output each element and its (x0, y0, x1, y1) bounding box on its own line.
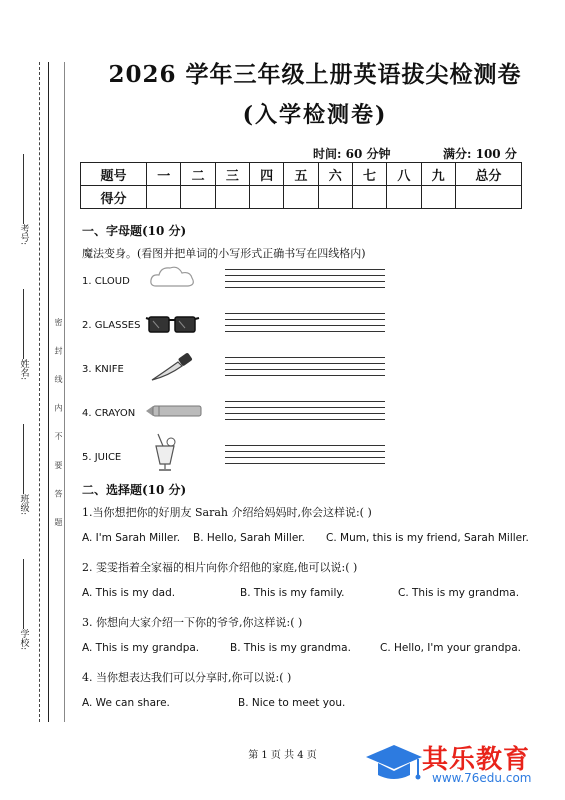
score-cell: 七 (352, 163, 386, 186)
score-input-cell[interactable] (215, 186, 249, 209)
option-2a[interactable]: A. This is my dad. (82, 587, 176, 599)
score-table-header-row (81, 163, 522, 186)
full-score: 满分: 100 分 (443, 147, 517, 161)
score-cell: 五 (284, 163, 318, 186)
option-1a[interactable]: A. I'm Sarah Miller. (82, 532, 181, 544)
score-cell: 得分 (81, 186, 147, 209)
crayon-icon (145, 403, 203, 419)
word-knife: 3. KNIFE (82, 364, 124, 375)
class-label: 班级: (8, 420, 38, 515)
score-input-cell[interactable] (421, 186, 455, 209)
juice-icon (150, 432, 180, 472)
knife-icon (148, 352, 194, 384)
score-cell: 八 (387, 163, 421, 186)
word-crayon: 4. CRAYON (82, 408, 136, 419)
score-table-score-row (81, 186, 522, 209)
option-1c[interactable]: C. Mum, this is my friend, Sarah Miller. (326, 532, 529, 544)
page-title: 2026 学年三年级上册英语拔尖检测卷 (108, 61, 522, 88)
brand-logo (360, 735, 560, 793)
score-input-cell[interactable] (147, 186, 181, 209)
score-input-cell[interactable] (318, 186, 352, 209)
word-juice: 5. JUICE (82, 452, 122, 463)
section1-heading: 一、字母题(10 分) (82, 224, 187, 238)
option-4b[interactable]: B. Nice to meet you. (238, 697, 346, 709)
score-input-cell[interactable] (250, 186, 284, 209)
graduation-cap-icon (364, 741, 424, 785)
name-label: 姓名: (8, 285, 38, 380)
question-2: 2. 雯雯指着全家福的相片向你介绍他的家庭,他可以说:( ) (82, 561, 358, 574)
page-subtitle: (入学检测卷) (242, 102, 388, 128)
exam-number-label: 考号: (8, 150, 38, 245)
word-glasses: 2. GLASSES (82, 320, 141, 331)
option-2b[interactable]: B. This is my family. (240, 587, 345, 599)
binding-solid-line (48, 62, 49, 722)
question-3: 3. 你想向大家介绍一下你的爷爷,你这样说:( ) (82, 616, 303, 629)
question-1: 1.当你想把你的好朋友 Sarah 介绍给妈妈时,你会这样说:( ) (82, 506, 372, 519)
score-cell: 三 (215, 163, 249, 186)
score-cell: 九 (421, 163, 455, 186)
score-cell: 总分 (455, 163, 521, 186)
option-3a[interactable]: A. This is my grandpa. (82, 642, 200, 654)
score-input-cell[interactable] (352, 186, 386, 209)
brand-name: 其乐教育 (422, 745, 531, 775)
option-2c[interactable]: C. This is my grandma. (398, 587, 520, 599)
section1-instruction: 魔法变身。(看图并把单词的小写形式正确书写在四线格内) (82, 247, 366, 260)
section2-heading: 二、选择题(10 分) (82, 483, 187, 497)
binding-dash-line (39, 62, 40, 722)
writing-lines[interactable] (225, 313, 385, 331)
option-4a[interactable]: A. We can share. (82, 697, 170, 709)
exam-time: 时间: 60 分钟 (313, 147, 391, 161)
score-cell: 题号 (81, 163, 147, 186)
score-cell: 六 (318, 163, 352, 186)
word-cloud: 1. CLOUD (82, 276, 130, 287)
school-label: 学校: (8, 555, 38, 650)
writing-lines[interactable] (225, 357, 385, 375)
page-number: 第 1 页 共 4 页 (248, 750, 317, 761)
option-3c[interactable]: C. Hello, I'm your grandpa. (380, 642, 521, 654)
score-input-cell[interactable] (284, 186, 318, 209)
option-3b[interactable]: B. This is my grandma. (230, 642, 351, 654)
option-1b[interactable]: B. Hello, Sarah Miller. (193, 532, 305, 544)
score-cell: 二 (181, 163, 215, 186)
score-input-cell[interactable] (181, 186, 215, 209)
score-cell: 一 (147, 163, 181, 186)
score-cell: 四 (250, 163, 284, 186)
seal-line-warning: 密 封 线 内 不 要 答 题 (54, 318, 63, 535)
brand-url[interactable]: www.76edu.com (432, 771, 532, 785)
question-4: 4. 当你想表达我们可以分享时,你可以说:( ) (82, 671, 292, 684)
writing-lines[interactable] (225, 401, 385, 419)
score-input-cell[interactable] (455, 186, 521, 209)
score-table (80, 162, 522, 209)
score-input-cell[interactable] (387, 186, 421, 209)
cloud-icon (148, 262, 198, 292)
glasses-icon (145, 311, 200, 339)
binding-inner-line (64, 62, 65, 722)
writing-lines[interactable] (225, 269, 385, 287)
writing-lines[interactable] (225, 445, 385, 463)
